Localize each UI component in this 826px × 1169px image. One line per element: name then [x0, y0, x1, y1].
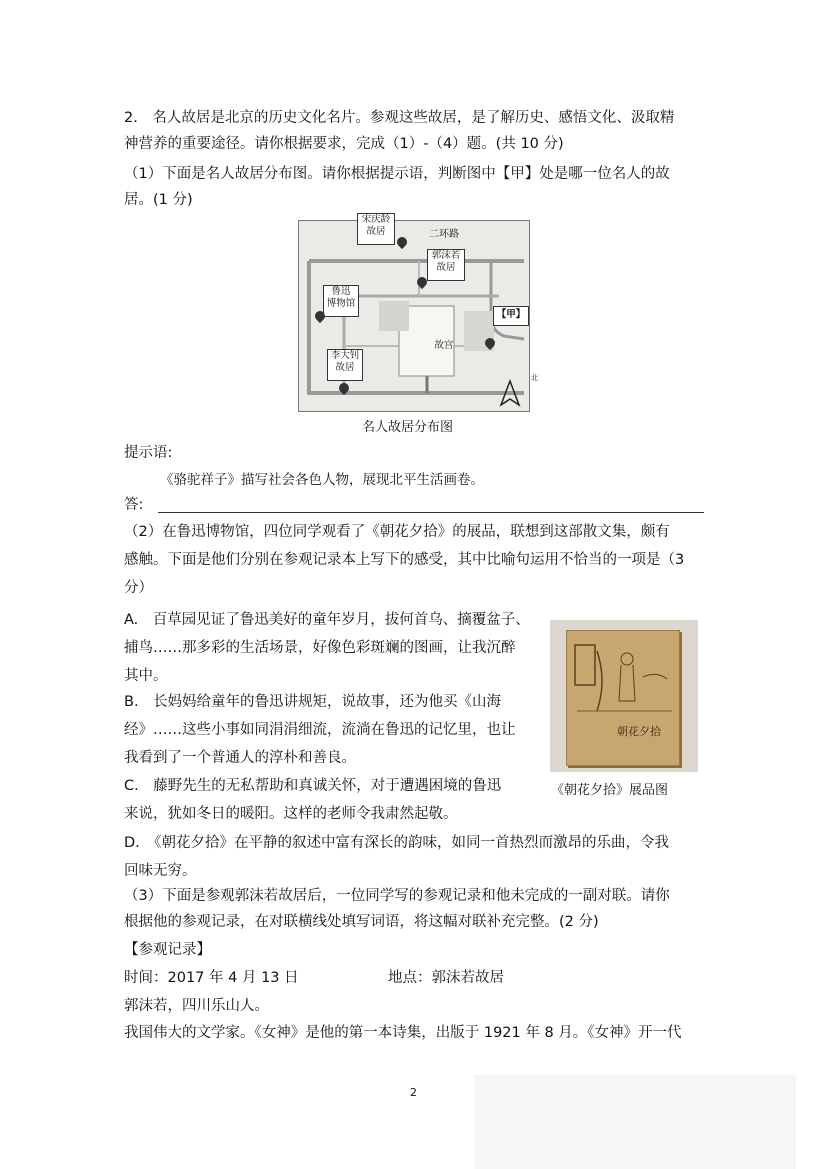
part3-line2: 根据他的参观记录，在对联横线处填写词语，将这幅对联补充完整。(2 分) [124, 914, 599, 930]
option-b-line2: 经》……这些小事如同涓涓细流，流淌在鲁迅的记忆里，也让 [124, 722, 516, 738]
map-label-guo: 郭沫若 故居 [427, 249, 465, 281]
question-header-line2: 神营养的重要途径。请你根据要求，完成（1）-（4）题。(共 10 分) [124, 136, 564, 152]
book-cover [566, 630, 680, 766]
hint-label: 提示语: [124, 445, 173, 461]
map-caption: 名人故居分布图 [362, 420, 454, 435]
option-c-line2: 来说，犹如冬日的暖阳。这样的老师令我肃然起敬。 [124, 806, 458, 822]
map-road-label: 二环路 [429, 229, 459, 240]
option-a-line1: A. 百草园见证了鲁迅美好的童年岁月，拔何首乌、摘覆盆子、 [124, 612, 530, 628]
option-d-line1: D. 《朝花夕拾》在平静的叙述中富有深长的韵味，如同一首热烈而激昂的乐曲，令我 [124, 835, 670, 851]
part2-line1: （2）在鲁迅博物馆，四位同学观看了《朝花夕拾》的展品，联想到这部散文集，颇有 [124, 524, 670, 540]
option-a-line3: 其中。 [124, 668, 168, 684]
option-d-line2: 回味无穷。 [124, 863, 197, 879]
answer-label: 答: [124, 497, 144, 513]
page-number: 2 [410, 1086, 417, 1099]
part1-line2: 居。(1 分) [124, 192, 193, 208]
footer-shade [474, 1075, 796, 1169]
part2-line2: 感触。下面是他们分别在参观记录本上写下的感受，其中比喻句运用不恰当的一项是（3 [124, 552, 685, 568]
book-exhibit-photo [550, 620, 698, 772]
option-b-line3: 我看到了一个普通人的淳朴和善良。 [124, 750, 356, 766]
record-title: 【参观记录】 [124, 942, 211, 958]
book-title: 朝花夕拾 [617, 725, 661, 738]
north-label: 北 [531, 374, 538, 382]
book-illustration-icon [567, 631, 679, 765]
answer-line[interactable] [158, 512, 704, 513]
hint-text: 《骆驼祥子》描写社会各色人物，展现北平生活画卷。 [160, 472, 484, 488]
map-label-li: 李大钊 故居 [327, 349, 363, 381]
record-desc: 我国伟大的文学家。《女神》是他的第一本诗集，出版于 1921 年 8 月。《女神》开一代 [124, 1025, 682, 1041]
record-place: 地点：郭沫若故居 [388, 970, 504, 986]
question-header-line1: 2. 名人故居是北京的历史文化名片。参观这些故居，是了解历史、感悟文化、汲取精 [124, 110, 675, 126]
map-label-gugong: 故宫 [434, 340, 454, 351]
part1-line1: （1）下面是名人故居分布图。请你根据提示语，判断图中【甲】处是哪一位名人的故 [124, 166, 670, 182]
part2-line3: 分） [124, 580, 153, 596]
part3-line1: （3）下面是参观郭沫若故居后，一位同学写的参观记录和他未完成的一副对联。请你 [124, 888, 670, 904]
option-c-line1: C. 藤野先生的无私帮助和真诚关怀，对于遭遇困境的鲁迅 [124, 778, 502, 794]
celebrity-residence-map [298, 214, 538, 412]
map-label-lu: 鲁迅 博物馆 [323, 285, 359, 317]
record-time: 时间：2017 年 4 月 13 日 [124, 970, 299, 986]
north-arrow-icon [499, 379, 521, 407]
map-label-song: 宋庆龄 故居 [357, 213, 395, 245]
option-a-line2: 捕鸟……那多彩的生活场景，好像色彩斑斓的图画，让我沉醉 [124, 640, 516, 656]
option-b-line1: B. 长妈妈给童年的鲁迅讲规矩，说故事，还为他买《山海 [124, 694, 502, 710]
book-caption: 《朝花夕拾》展品图 [551, 783, 669, 798]
record-person: 郭沫若，四川乐山人。 [124, 998, 269, 1014]
map-label-jia: 【甲】 [493, 306, 529, 326]
